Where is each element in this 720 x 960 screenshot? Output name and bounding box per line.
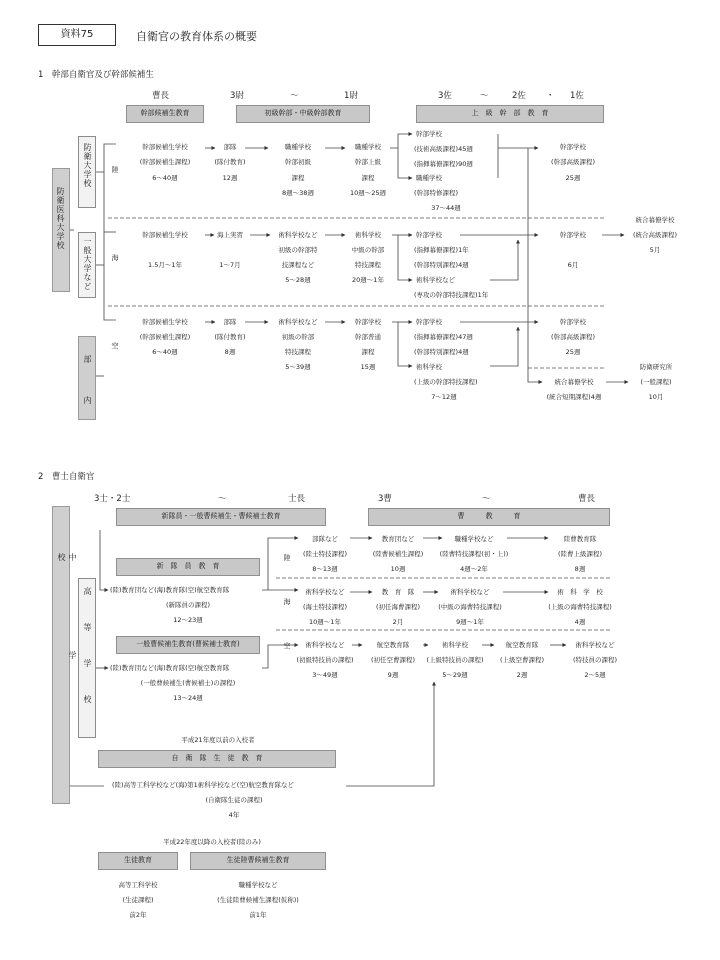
course-label: 2月 — [392, 618, 404, 626]
rank-label: 1尉 — [344, 91, 358, 101]
course-label: 術科学校など — [305, 641, 345, 649]
course-label: 前2年 — [129, 911, 147, 919]
course-label: 防衛研究所 — [639, 363, 673, 371]
course-label: 1〜7月 — [219, 261, 241, 269]
course-label: 25週 — [565, 348, 581, 356]
course-label: (新隊員の課程) — [165, 601, 211, 609]
course-label: 幹部学校 — [355, 318, 381, 326]
course-label: 部隊など — [312, 535, 338, 543]
rank-label: 士長 — [288, 494, 306, 504]
bar-senior-officer: 上 級 幹 部 教 育 — [416, 105, 604, 123]
course-label: 術科学校など — [278, 231, 318, 239]
course-label: (幹部特別課程)4週 — [414, 261, 469, 269]
course-label: (海士特技課程) — [302, 603, 348, 611]
bar-cadet-education: 自 衛 隊 生 徒 教 育 — [98, 750, 336, 768]
course-label: 7〜12週 — [431, 393, 457, 401]
course-label: (幹部高級課程) — [550, 158, 596, 166]
course-label: 航空教育隊 — [376, 641, 410, 649]
bar-new-recruit-enlisted: 新隊員・一般曹候補生・曹候補士教育 — [116, 508, 326, 526]
cadet-course: (陸)高等工科学校など(海)第1術科学校など(空)航空教育隊など — [112, 781, 294, 789]
bar-cadet-new: 生徒教育 — [98, 852, 178, 870]
course-label: 術科学校 — [442, 641, 468, 649]
course-label: 初級の幹部特 — [278, 246, 318, 254]
course-label: (陸曹候補生課程) — [372, 550, 424, 558]
rank-label: 2佐 — [512, 91, 526, 101]
course-label: 教育団など — [381, 535, 415, 543]
course-label: 職種学校 — [416, 174, 442, 182]
course-label: 統合幕僚学校 — [635, 216, 675, 224]
course-label: (陸)教育団など(海)教育隊(空)航空教育隊 — [110, 586, 230, 594]
course-label: 術科学校など — [278, 318, 318, 326]
course-label: (幹部候補生課程) — [139, 333, 191, 341]
rank-label: 3曹 — [378, 494, 392, 504]
rank-label: 〜 — [480, 91, 489, 101]
course-label: (統合短期課程)4週 — [546, 393, 602, 401]
course-label: (隊付教育) — [214, 333, 246, 341]
rank-label: 曹長 — [578, 494, 596, 504]
course-label: 教 育 隊 — [381, 588, 415, 596]
course-label: 12週 — [222, 174, 238, 182]
course-label: 陸曹教育隊 — [563, 535, 597, 543]
course-label: 10週〜1年 — [309, 618, 341, 626]
course-label: 海上実習 — [217, 231, 243, 239]
source-defense-academy: 防衛大学校 — [78, 136, 96, 208]
rank-label: 3佐 — [438, 91, 452, 101]
course-label: 13〜24週 — [173, 694, 203, 702]
course-label: (陸曹特技課程(初・上)) — [439, 550, 509, 558]
course-label: 9週 — [387, 671, 399, 679]
course-label: 10月 — [648, 393, 664, 401]
bar-general-nco-candidate: 一般曹候補生教育(曹候補士教育) — [116, 636, 260, 654]
rank-label: 〜 — [218, 494, 227, 504]
rank-label: 〜 — [482, 494, 491, 504]
course-label: 部隊 — [223, 143, 237, 151]
course-label: (幹部高級課程) — [550, 333, 596, 341]
course-label: (陸)教育団など(海)教育隊(空)航空教育隊 — [110, 664, 230, 672]
course-label: 幹部候補生学校 — [142, 318, 188, 326]
service-maritime: 海 — [283, 598, 291, 606]
course-label: 航空教育隊 — [505, 641, 539, 649]
course-label: (陸士特技課程) — [302, 550, 348, 558]
course-label: (専攻の幹部特技課程)1年 — [414, 291, 489, 299]
course-label: (統合高級課程) — [632, 231, 678, 239]
rank-label: 曹長 — [152, 91, 170, 101]
course-label: 術科学校など — [416, 276, 455, 284]
course-label: (幹部特別課程)4週 — [414, 348, 469, 356]
course-label: 課程 — [291, 174, 305, 182]
bar-new-recruit: 新 隊 員 教 育 — [116, 558, 260, 576]
course-label: 課程 — [361, 174, 375, 182]
course-label: 職種学校 — [285, 143, 311, 151]
course-label: (初級特技員の課程) — [296, 656, 354, 664]
course-label: (陸曹上級課程) — [557, 550, 603, 558]
course-label: 術科学校など — [450, 588, 490, 596]
section-2-title: 2 曹士自衛官 — [38, 472, 95, 482]
course-label: 幹部学校 — [560, 318, 586, 326]
course-label: 4週〜2年 — [460, 565, 488, 573]
course-label: 課程 — [361, 348, 375, 356]
course-label: 初級の幹部 — [281, 333, 315, 341]
course-label: (一般曹候補生(曹候補士)の課程) — [140, 679, 236, 687]
service-ground: 陸 — [111, 166, 119, 174]
course-label: 術科学校など — [305, 588, 345, 596]
course-label: 3〜49週 — [312, 671, 338, 679]
source-high-school: 高等学校 — [78, 578, 96, 738]
course-label: (指揮幕僚課程)90週 — [414, 160, 473, 168]
course-label: 8〜13週 — [312, 565, 338, 573]
course-label: 6月 — [567, 261, 579, 269]
course-label: 20週〜1年 — [352, 276, 384, 284]
course-label: 術 科 学 校 — [557, 588, 603, 596]
course-label: 12〜23週 — [173, 616, 203, 624]
source-defense-medical: 防衛医科大学校 — [52, 168, 70, 292]
course-label: (特技員の課程) — [572, 656, 618, 664]
cadet-course: (自衛隊生徒の課程) — [205, 796, 263, 804]
course-label: 術科学校 — [355, 231, 381, 239]
course-label: (中級の海曹特技課程) — [438, 603, 502, 611]
course-label: 5〜29週 — [442, 671, 468, 679]
course-label: 特技課程 — [285, 348, 311, 356]
source-general-univ: 一般大学など — [78, 232, 96, 298]
cadet-note: 平成21年度以前の入校者 — [181, 736, 255, 744]
course-label: 37〜44週 — [431, 204, 461, 212]
course-label: (上級空曹課程) — [499, 656, 545, 664]
course-label: 8週 — [224, 348, 236, 356]
bar-cadet-nco-candidate: 生徒陸曹候補生教育 — [190, 852, 326, 870]
course-label: (幹部特修課程) — [414, 189, 459, 197]
course-label: 10週〜25週 — [349, 189, 387, 197]
course-label: 幹部候補生学校 — [142, 231, 188, 239]
section-1-title: 1 幹部自衛官及び幹部候補生 — [38, 70, 154, 80]
course-label: 6〜40週 — [152, 174, 178, 182]
course-label: 8週 — [574, 565, 586, 573]
course-label: (幹部候補生課程) — [139, 158, 191, 166]
rank-label: 1佐 — [570, 91, 584, 101]
course-label: (技術高級課程)45週 — [414, 145, 473, 153]
cadet-duration: 4年 — [228, 811, 240, 819]
course-label: (初任空曹課程) — [370, 656, 416, 664]
course-label: 5月 — [649, 246, 661, 254]
course-label: (上級特技員の課程) — [426, 656, 484, 664]
course-label: 幹部候補生学校 — [142, 143, 188, 151]
course-label: 1.5月〜1年 — [148, 261, 182, 269]
course-label: 幹部普通 — [355, 333, 381, 341]
course-label: 2〜5週 — [584, 671, 606, 679]
bar-officer-candidate: 幹部候補生教育 — [126, 105, 204, 123]
course-label: (生徒課程) — [122, 896, 154, 904]
course-label: 幹部学校 — [560, 231, 586, 239]
course-label: 4週 — [574, 618, 586, 626]
rank-label: 3尉 — [230, 91, 244, 101]
course-label: 6〜40週 — [152, 348, 178, 356]
course-label: (上級の幹部特技課程) — [414, 378, 478, 386]
course-label: (隊付教育) — [214, 158, 246, 166]
service-ground: 陸 — [283, 554, 291, 562]
course-label: 幹部上級 — [355, 158, 381, 166]
document-ref: 資料75 — [60, 29, 94, 40]
new-cadet-note: 平成22年度以降の入校者(陸のみ) — [163, 838, 261, 846]
service-air: 空 — [283, 642, 291, 650]
course-label: 部隊 — [223, 318, 237, 326]
course-label: 幹部学校 — [416, 318, 442, 326]
page-title: 自衛官の教育体系の概要 — [136, 30, 257, 43]
source-junior-high: 中学校 — [52, 506, 70, 804]
course-label: 幹部学校 — [416, 231, 442, 239]
rank-label: 3士・2士 — [94, 494, 131, 504]
course-label: 幹部学校 — [560, 143, 586, 151]
course-label: 前1年 — [249, 911, 267, 919]
course-label: 5〜28週 — [285, 276, 311, 284]
course-label: 高等工科学校 — [118, 881, 158, 889]
course-label: (上級の海曹特技課程) — [548, 603, 612, 611]
course-label: 8週〜38週 — [282, 189, 314, 197]
course-label: 術科学校など — [575, 641, 615, 649]
course-label: (初任海曹課程) — [375, 603, 421, 611]
bar-nco-education: 曹 教 育 — [368, 508, 610, 526]
course-label: (指揮幕僚課程)1年 — [414, 246, 469, 254]
course-label: 中級の幹部 — [351, 246, 385, 254]
course-label: 職種学校など — [238, 881, 278, 889]
course-label: 職種学校など — [454, 535, 494, 543]
course-label: 2週 — [516, 671, 528, 679]
course-label: 技課程など — [281, 261, 315, 269]
bar-junior-officer: 初級幹部・中級幹部教育 — [236, 105, 370, 123]
course-label: 統合幕僚学校 — [554, 378, 594, 386]
course-label: 10週 — [390, 565, 406, 573]
course-label: 幹部初級 — [285, 158, 311, 166]
course-label: (指揮幕僚課程)47週 — [414, 333, 473, 341]
course-label: (生徒陸曹候補生課程(仮称)) — [217, 896, 299, 904]
service-air: 空 — [111, 342, 119, 350]
course-label: 25週 — [565, 174, 581, 182]
course-label: 幹部学校 — [416, 130, 442, 138]
course-label: 5〜39週 — [285, 363, 311, 371]
service-maritime: 海 — [111, 254, 119, 262]
course-label: 特技課程 — [355, 261, 381, 269]
course-label: 職種学校 — [355, 143, 381, 151]
course-label: (一般課程) — [640, 378, 672, 386]
course-label: 術科学校 — [416, 363, 442, 371]
rank-label: ・ — [546, 91, 555, 101]
source-internal: 部 内 — [78, 336, 96, 420]
course-label: 9週〜1年 — [456, 618, 484, 626]
course-label: 15週 — [360, 363, 376, 371]
rank-label: 〜 — [290, 91, 299, 101]
